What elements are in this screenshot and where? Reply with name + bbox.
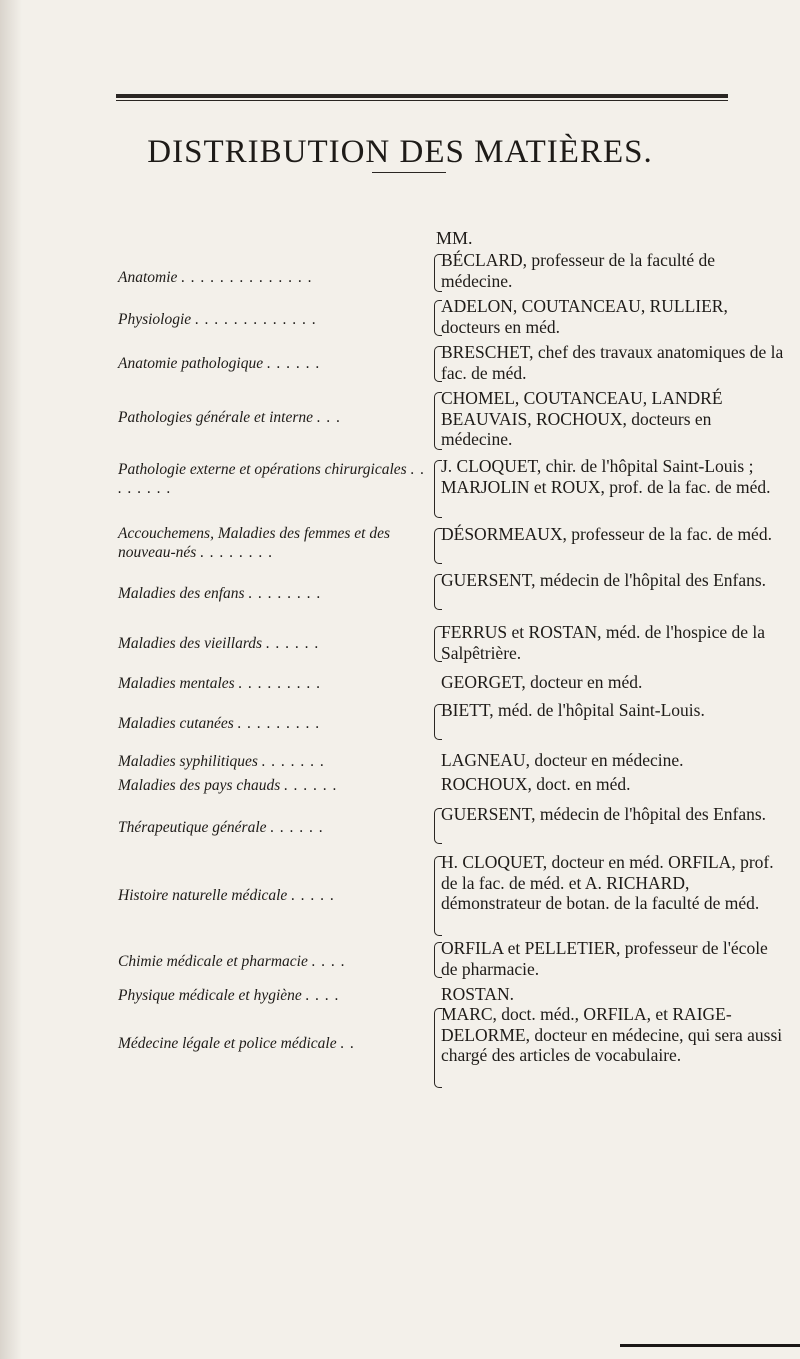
- mm-label: MM.: [436, 228, 473, 248]
- names: GUERSENT, médecin de l'hôpital des Enfans.: [441, 570, 767, 590]
- subject: Chimie médicale et pharmacie . . . .: [118, 953, 346, 970]
- subject: Physique médicale et hygiène . . . .: [118, 987, 340, 1004]
- names: GEORGET, docteur en méd.: [441, 672, 643, 692]
- subject: Pathologie externe et opérations chirurgicales . . . . . . . .: [118, 461, 426, 497]
- names: BRESCHET, chef des travaux anatomiques de la fac. de méd.: [441, 342, 784, 383]
- names: MARC, doct. méd., ORFILA, et RAIGE-DELORME, docteur en médecine, qui sera aussi chargé des articles de vocabulaire.: [441, 1004, 783, 1065]
- scan-edge-shadow: [0, 0, 22, 1359]
- top-double-rule: [116, 94, 728, 98]
- subject: Histoire naturelle médicale . . . . .: [118, 887, 336, 904]
- subject: Maladies des vieillards . . . . . .: [118, 635, 320, 652]
- subject: Médecine légale et police médicale . .: [118, 1035, 356, 1052]
- subject: Maladies des enfans . . . . . . . .: [118, 585, 322, 602]
- subject: Thérapeutique générale . . . . . .: [118, 819, 325, 836]
- names: H. CLOQUET, docteur en méd. ORFILA, prof. de la fac. de méd. et A. RICHARD, démonstrateur de botan. de la faculté de méd.: [441, 852, 774, 913]
- subject: Maladies syphilitiques . . . . . . .: [118, 753, 326, 770]
- names: ORFILA et PELLETIER, professeur de l'école de pharmacie.: [441, 938, 768, 979]
- subject: Anatomie . . . . . . . . . . . . . .: [118, 269, 313, 286]
- names: ROCHOUX, doct. en méd.: [441, 774, 631, 794]
- names: BÉCLARD, professeur de la faculté de médecine.: [441, 250, 716, 291]
- subject: Anatomie pathologique . . . . . .: [118, 355, 321, 372]
- page-title: DISTRIBUTION DES MATIÈRES.: [147, 134, 653, 171]
- subject: Pathologies générale et interne . . .: [118, 409, 342, 426]
- names: DÉSORMEAUX, professeur de la fac. de méd.: [441, 524, 772, 544]
- subject: Physiologie . . . . . . . . . . . . .: [118, 311, 317, 328]
- subject: Maladies cutanées . . . . . . . . .: [118, 715, 321, 732]
- names: CHOMEL, COUTANCEAU, LANDRÉ BEAUVAIS, ROCHOUX, docteurs en médecine.: [441, 388, 723, 449]
- bottom-edge-rule: [620, 1344, 800, 1347]
- names: FERRUS et ROSTAN, méd. de l'hospice de la Salpêtrière.: [441, 622, 766, 663]
- names: BIETT, méd. de l'hôpital Saint-Louis.: [441, 700, 705, 720]
- names: ADELON, COUTANCEAU, RULLIER, docteurs en méd.: [441, 296, 728, 337]
- subject: Maladies des pays chauds . . . . . .: [118, 777, 338, 794]
- subject: Accouchemens, Maladies des femmes et des nouveau-nés . . . . . . . .: [118, 525, 391, 561]
- names: LAGNEAU, docteur en médecine.: [441, 750, 684, 770]
- names: ROSTAN.: [441, 984, 514, 1004]
- title-underline: [372, 172, 446, 173]
- subject: Maladies mentales . . . . . . . . .: [118, 675, 322, 692]
- names: J. CLOQUET, chir. de l'hôpital Saint-Louis ; MARJOLIN et ROUX, prof. de la fac. de méd.: [441, 456, 771, 497]
- names: GUERSENT, médecin de l'hôpital des Enfans.: [441, 804, 767, 824]
